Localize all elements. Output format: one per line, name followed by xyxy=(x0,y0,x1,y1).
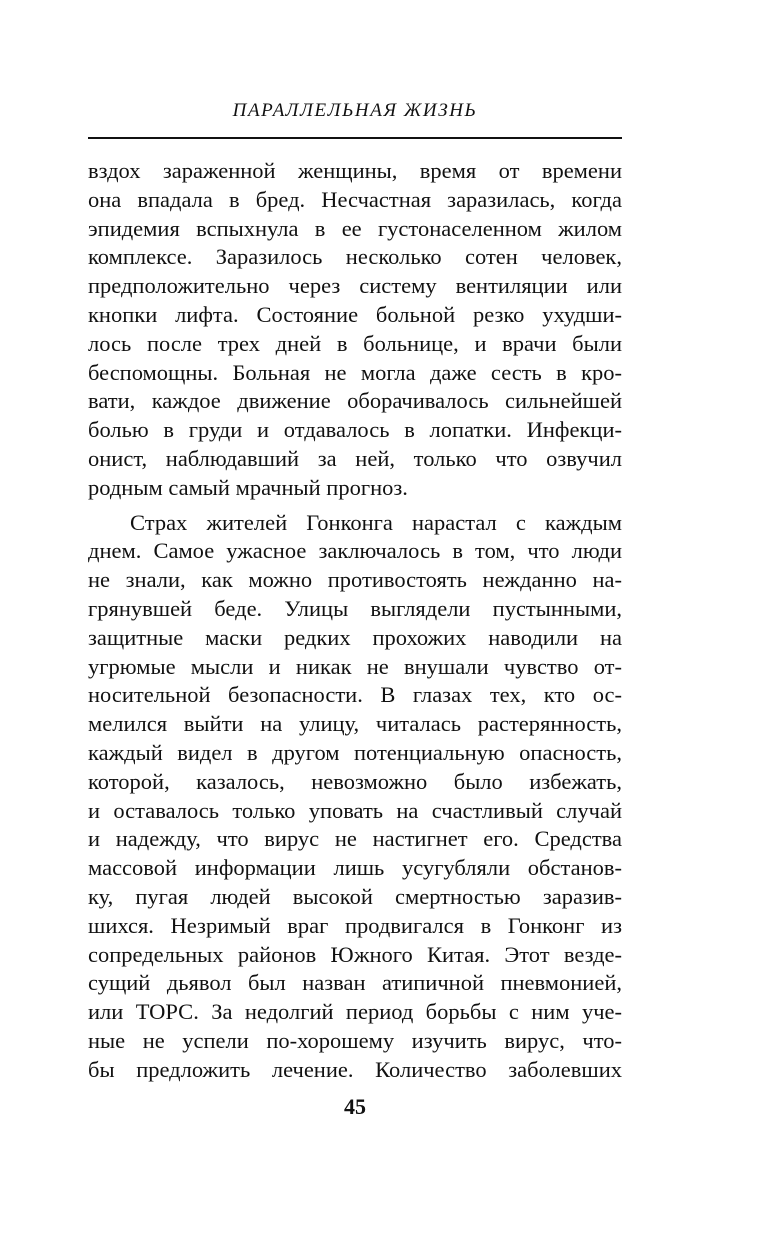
text-line: сопредельных районов Южного Китая. Этот везде- xyxy=(88,941,622,967)
body-text xyxy=(88,157,622,1085)
text-line: не знали, как можно противостоять нежданно на- xyxy=(88,567,622,593)
text-line: комплексе. Заразилось несколько сотен человек, xyxy=(88,244,622,270)
text-line: которой, казалось, невозможно было избежать, xyxy=(88,768,622,794)
text-line: массовой информации лишь усугубляли обстанов- xyxy=(88,855,622,881)
text-line: или ТОРС. За недолгий период борьбы с ним уче- xyxy=(88,999,622,1025)
text-line: лось после трех дней в больнице, и врачи были xyxy=(88,330,622,356)
text-line: и надежду, что вирус не настигнет его. Средства xyxy=(88,826,622,852)
text-line: ные не успели по-хорошему изучить вирус, что- xyxy=(88,1027,622,1053)
text-line: кнопки лифта. Состояние больной резко ухудши- xyxy=(88,301,622,327)
text-line: болью в груди и отдавалось в лопатки. Инфекци- xyxy=(88,417,622,443)
paragraph xyxy=(88,157,622,503)
page-number: 45 xyxy=(344,1094,366,1119)
text-line: защитные маски редких прохожих наводили на xyxy=(88,624,622,650)
running-head-title: ПАРАЛЛЕЛЬНАЯ ЖИЗНЬ xyxy=(232,100,478,121)
text-line: эпидемия вспыхнула в ее густонаселенном жилом xyxy=(88,215,622,241)
text-line: грянувшей беде. Улицы выглядели пустынными, xyxy=(88,595,622,621)
text-line: Страх жителей Гонконга нарастал с каждым xyxy=(130,509,622,535)
text-line: вздох зараженной женщины, время от времени xyxy=(88,158,622,183)
text-line: она впадала в бред. Несчастная заразилась, когда xyxy=(88,186,622,212)
text-line: ку, пугая людей высокой смертностью заразив- xyxy=(88,883,622,909)
text-line: каждый видел в другом потенциальную опасность, xyxy=(88,739,622,765)
text-line: беспомощны. Больная не могла даже сесть в кро- xyxy=(88,359,622,385)
text-line: шихся. Незримый враг продвигался в Гонконг из xyxy=(88,912,622,938)
header-rule xyxy=(88,137,622,139)
text-line: днем. Самое ужасное заключалось в том, что люди xyxy=(88,538,622,564)
text-line: вати, каждое движение оборачивалось сильнейшей xyxy=(88,388,622,414)
text-line: предположительно через систему вентиляции или xyxy=(88,273,622,299)
text-line: бы предложить лечение. Количество заболевших xyxy=(88,1056,622,1082)
text-line: родным самый мрачный прогноз. xyxy=(88,474,408,500)
paragraph xyxy=(88,509,622,1085)
text-line: носительной безопасности. В глазах тех, кто ос- xyxy=(88,682,622,708)
text-line: угрюмые мысли и никак не внушали чувство от- xyxy=(88,653,622,679)
text-line: онист, наблюдавший за ней, только что озвучил xyxy=(88,445,622,471)
text-line: и оставалось только уповать на счастливый случай xyxy=(88,797,622,823)
text-line: мелился выйти на улицу, читалась растерянность, xyxy=(88,711,622,737)
text-line: сущий дьявол был назван атипичной пневмонией, xyxy=(88,970,622,996)
